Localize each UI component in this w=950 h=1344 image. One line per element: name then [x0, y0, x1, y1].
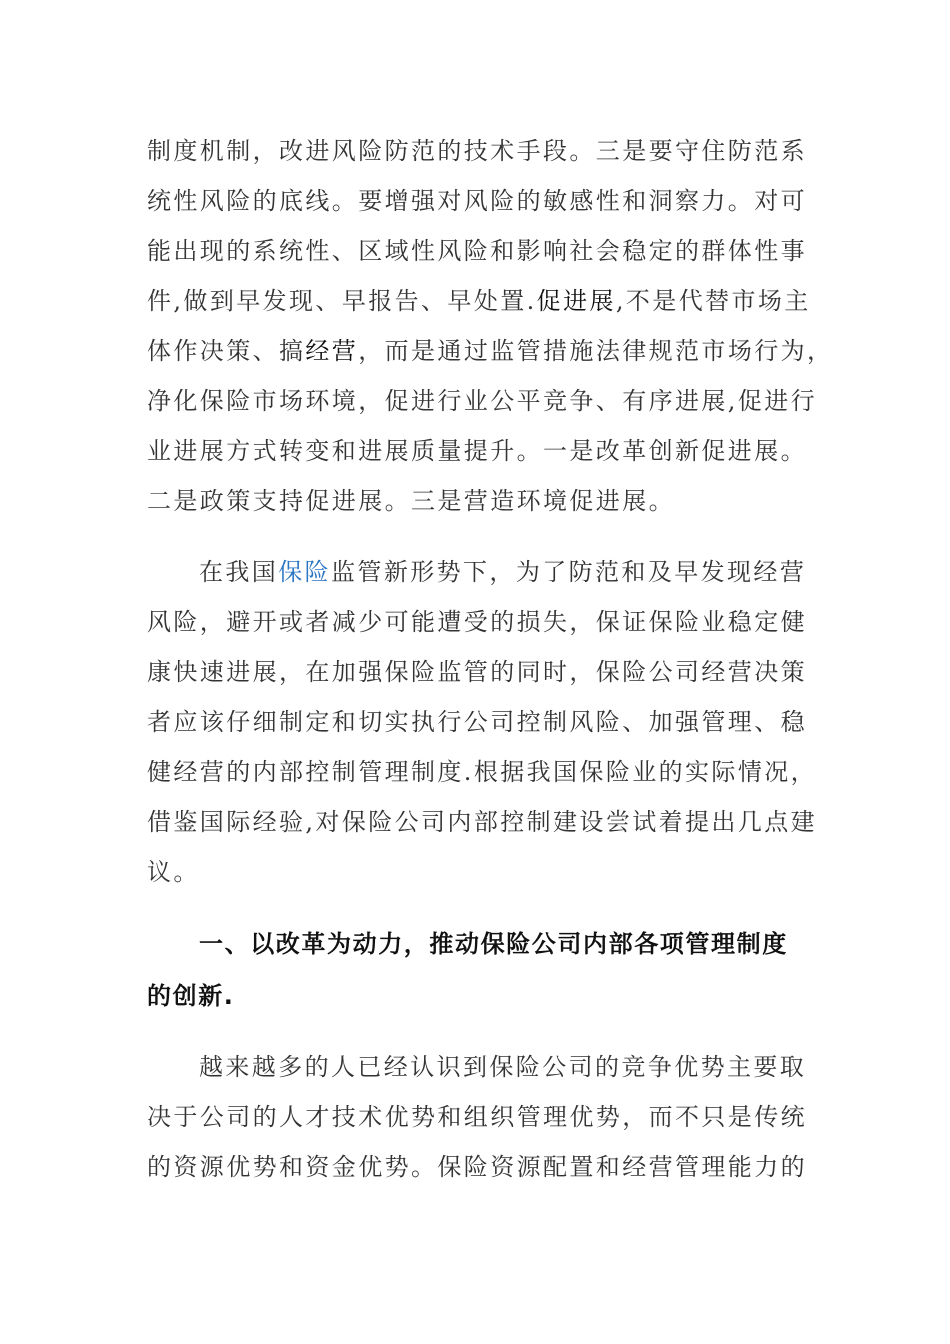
text-line: 者应该仔细制定和切实执行公司控制风险、加强管理、稳: [147, 708, 807, 736]
emphasis-term: 促进展: [536, 287, 616, 315]
text-line: 康快速进展，在加强保险监管的同时，保险公司经营决策: [147, 658, 807, 686]
text-line: 决于公司的人才技术优势和组织管理优势，而不只是传统: [147, 1103, 807, 1131]
text-segment: ,不是代替市场主: [615, 287, 811, 315]
text-segment: 在我国: [199, 558, 279, 586]
text-line: 风险，避开或者减少可能遭受的损失，保证保险业稳定健: [147, 608, 807, 636]
text-segment: 体作决策、搞: [147, 337, 306, 365]
insurance-link[interactable]: 保险: [278, 558, 332, 586]
text-line: 能出现的系统性、区域性风险和影响社会稳定的群体性事: [147, 237, 807, 265]
text-line: [147, 276, 811, 326]
text-line: 二是政策支持促进展。三是营造环境促进展。: [147, 487, 675, 515]
emphasis-term: 经营: [305, 337, 359, 365]
heading-line: 一、以改革为动力，推动保险公司内部各项管理制度: [199, 930, 788, 958]
text-line: 议。: [147, 858, 200, 886]
document-page: [147, 126, 834, 1192]
paragraph-1: [147, 126, 834, 526]
text-line: 业进展方式转变和进展质量提升。一是改革创新促进展。: [147, 437, 807, 465]
text-segment: 件,做到早发现、早报告、早处置.: [147, 287, 537, 315]
text-line: 制度机制，改进风险防范的技术手段。三是要守住防范系: [147, 137, 807, 165]
text-segment: 监管新形势下，为了防范和及早发现经营: [331, 558, 807, 586]
paragraph-3: [147, 1042, 807, 1192]
text-line: [147, 547, 807, 597]
text-line: 的资源优势和资金优势。保险资源配置和经营管理能力的: [147, 1153, 807, 1181]
paragraph-2: [147, 547, 818, 897]
section-heading: [147, 918, 797, 1022]
text-line: 借鉴国际经验,对保险公司内部控制建设尝试着提出几点建: [147, 808, 818, 836]
text-line: 净化保险市场环境，促进行业公平竞争、有序进展,促进行: [147, 387, 818, 415]
text-line: 统性风险的底线。要增强对风险的敏感性和洞察力。对可: [147, 187, 807, 215]
text-line: [147, 326, 834, 376]
text-segment: ，而是通过监管措施法律规范市场行为，: [358, 337, 834, 365]
text-line: 越来越多的人已经认识到保险公司的竞争优势主要取: [199, 1053, 807, 1081]
text-line: 健经营的内部控制管理制度.根据我国保险业的实际情况，: [147, 758, 818, 786]
heading-line: 的创新.: [147, 982, 235, 1010]
